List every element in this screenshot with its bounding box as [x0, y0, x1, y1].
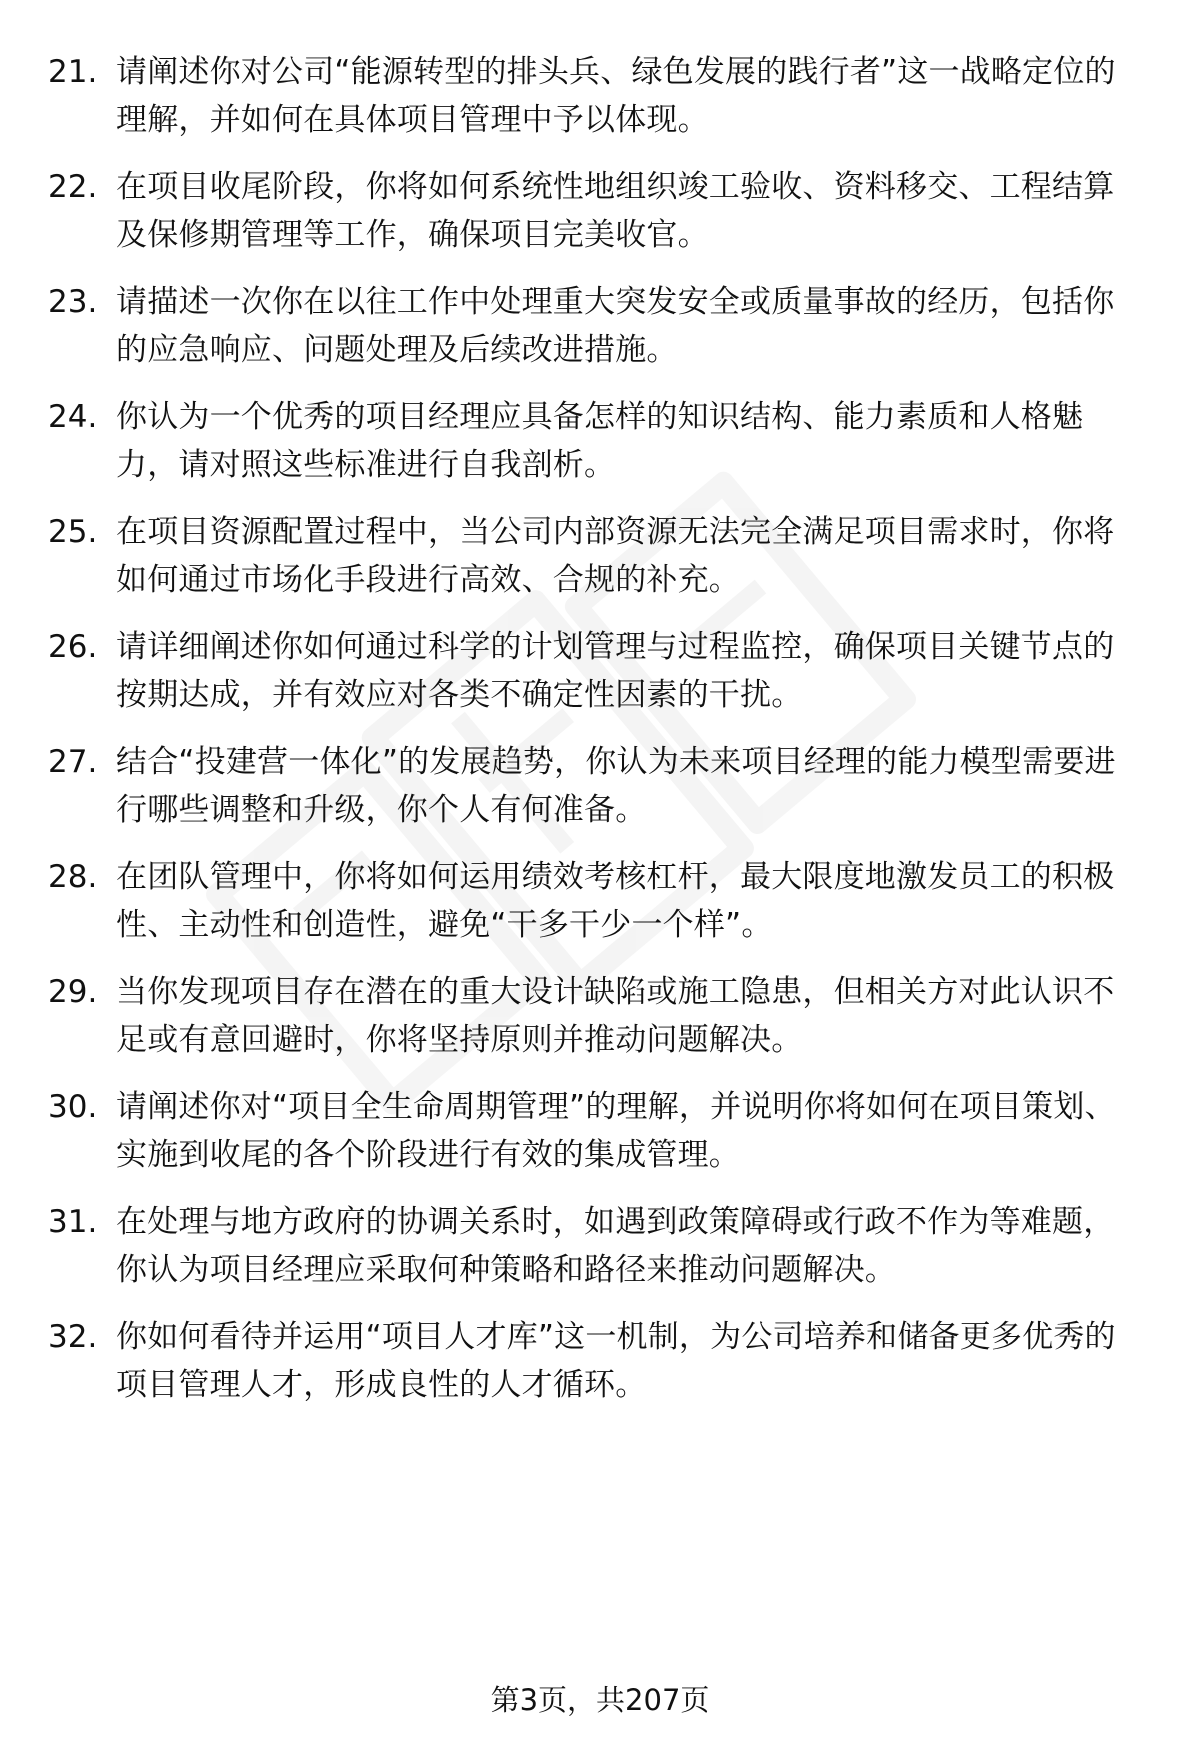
- question-number: 27.: [48, 744, 98, 780]
- question-item: [48, 623, 1158, 719]
- question-text: 请详细阐述你如何通过科学的计划管理与过程监控，确保项目关键节点的按期达成，并有效应对各类不确定性因素的干扰。: [116, 629, 1115, 713]
- question-text: 在项目资源配置过程中，当公司内部资源无法完全满足项目需求时，你将如何通过市场化手段进行高效、合规的补充。: [116, 514, 1115, 598]
- question-number: 31.: [48, 1204, 98, 1240]
- question-item: [48, 738, 1158, 834]
- question-number: 30.: [48, 1089, 98, 1125]
- question-item: [48, 48, 1158, 144]
- question-number: 21.: [48, 54, 98, 90]
- question-item: [48, 1313, 1158, 1409]
- question-number: 22.: [48, 169, 98, 205]
- page-footer: [0, 1682, 1200, 1718]
- question-text: 你如何看待并运用“项目人才库”这一机制，为公司培养和储备更多优秀的项目管理人才，形成良性的人才循环。: [116, 1319, 1116, 1403]
- question-item: [48, 1083, 1158, 1179]
- question-text: 你认为一个优秀的项目经理应具备怎样的知识结构、能力素质和人格魅力，请对照这些标准进行自我剖析。: [116, 399, 1084, 483]
- question-text: 在团队管理中，你将如何运用绩效考核杠杆，最大限度地激发员工的积极性、主动性和创造性，避免“干多干少一个样”。: [116, 859, 1115, 943]
- question-item: [48, 163, 1158, 259]
- question-number: 25.: [48, 514, 98, 550]
- question-text: 请描述一次你在以往工作中处理重大突发安全或质量事故的经历，包括你的应急响应、问题处理及后续改进措施。: [116, 284, 1115, 368]
- page-number: 第3页，共207页: [490, 1683, 710, 1717]
- question-item: [48, 393, 1158, 489]
- question-number: 28.: [48, 859, 98, 895]
- question-item: [48, 1198, 1158, 1294]
- question-text: 结合“投建营一体化”的发展趋势，你认为未来项目经理的能力模型需要进行哪些调整和升级，你个人有何准备。: [116, 744, 1116, 828]
- question-text: 请阐述你对“项目全生命周期管理”的理解，并说明你将如何在项目策划、实施到收尾的各个阶段进行有效的集成管理。: [116, 1089, 1116, 1173]
- question-item: [48, 853, 1158, 949]
- question-text: 在项目收尾阶段，你将如何系统性地组织竣工验收、资料移交、工程结算及保修期管理等工作，确保项目完美收官。: [116, 169, 1115, 253]
- question-number: 26.: [48, 629, 98, 665]
- question-text: 在处理与地方政府的协调关系时，如遇到政策障碍或行政不作为等难题，你认为项目经理应采取何种策略和路径来推动问题解决。: [116, 1204, 1115, 1288]
- question-number: 24.: [48, 399, 98, 435]
- question-text: 请阐述你对公司“能源转型的排头兵、绿色发展的践行者”这一战略定位的理解，并如何在具体项目管理中予以体现。: [116, 54, 1116, 138]
- question-item: [48, 968, 1158, 1064]
- question-text: 当你发现项目存在潜在的重大设计缺陷或施工隐患，但相关方对此认识不足或有意回避时，你将坚持原则并推动问题解决。: [116, 974, 1115, 1058]
- question-number: 32.: [48, 1319, 98, 1355]
- question-list: [48, 48, 1158, 1428]
- question-item: [48, 508, 1158, 604]
- question-number: 23.: [48, 284, 98, 320]
- question-item: [48, 278, 1158, 374]
- question-number: 29.: [48, 974, 98, 1010]
